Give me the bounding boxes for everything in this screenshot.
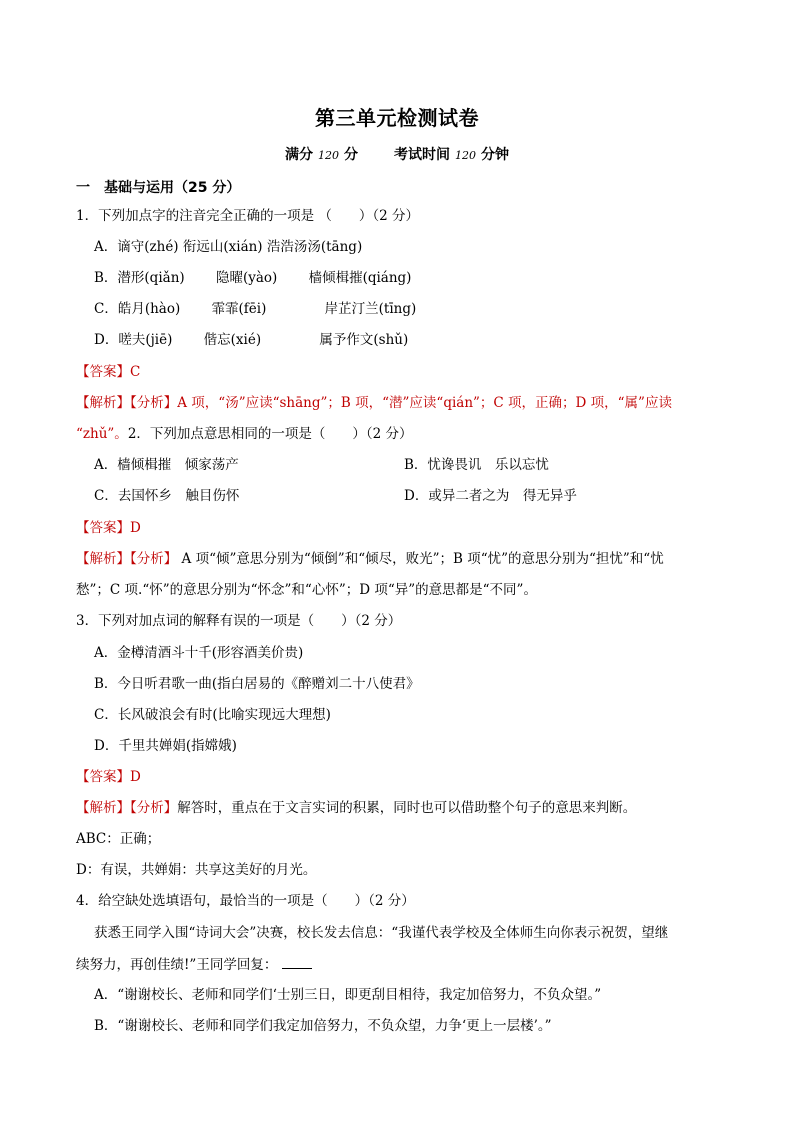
q3-option-b: B．今日听君歌一曲(指白居易的《醉赠刘二十八使君》 <box>94 676 420 692</box>
time-label: 考试时间 <box>394 147 450 163</box>
analysis-tag: 【解析】【分析】 <box>76 551 178 567</box>
q1-analysis <box>76 393 672 413</box>
page-title: 第三单元检测试卷 <box>315 106 479 130</box>
answer-value: D <box>130 769 141 785</box>
score-unit: 分 <box>344 147 358 163</box>
analysis-tag: 【解析】【分析】 <box>76 800 178 816</box>
answer-blank <box>282 954 312 969</box>
answer-tag: 【答案】 <box>76 364 130 380</box>
q4-stem: 4．给空缺处选填语句，最恰当的一项是（ ）（2 分） <box>76 893 415 909</box>
q2-option-b: B．忧谗畏讥 乐以忘忧 <box>404 457 549 473</box>
exam-subtitle <box>0 144 794 164</box>
analysis-text-cont: “zhǔ”。 <box>76 426 128 442</box>
score-value: 120 <box>318 149 339 162</box>
q2-analysis-cont: 愁”；C 项.“怀”的意思分别为“怀念”和“心怀”；D 项“异”的意思都是“不同”。 <box>76 582 537 598</box>
q4-context-text: 续努力，再创佳绩!”王同学回复： <box>76 957 278 973</box>
q4-option-a: A．“谢谢校长、老师和同学们‘士别三日，即更刮目相待，我定加倍努力，不负众望。” <box>94 987 602 1003</box>
q3-option-c: C．长风破浪会有时(比喻实现远大理想) <box>94 707 331 723</box>
q3-option-d: D．千里共婵娟(指嫦娥) <box>94 738 237 754</box>
analysis-text: A 项“倾”意思分别为“倾倒”和“倾尽，败光”；B 项“忧”的意思分别为“担忧”和“忧 <box>177 551 664 567</box>
q3-analysis-abc: ABC：正确； <box>76 831 161 847</box>
analysis-text: 解答时，重点在于文言实词的积累，同时也可以借助整个句子的意思来判断。 <box>177 800 637 816</box>
q1-option-c: C．皓月(hào) 霏霏(fēi) 岸芷汀兰(tīng) <box>94 301 417 317</box>
section-heading: 一 基础与运用（25 分） <box>76 180 241 196</box>
score-label: 满分 <box>285 147 313 163</box>
q1-option-b: B．潜形(qiǎn) 隐曜(yào) 樯倾楫摧(qiáng) <box>94 270 412 286</box>
q2-analysis <box>76 549 664 569</box>
q3-analysis-d: D：有误，共婵娟：共享这美好的月光。 <box>76 862 317 878</box>
time-unit: 分钟 <box>481 147 509 163</box>
answer-value: D <box>130 520 141 536</box>
q3-stem: 3．下列对加点词的解释有误的一项是（ ）（2 分） <box>76 613 402 629</box>
q2-answer <box>76 518 141 538</box>
q4-option-b: B．“谢谢校长、老师和同学们我定加倍努力，不负众望，力争‘更上一层楼’。” <box>94 1018 552 1034</box>
q3-answer <box>76 767 141 787</box>
q4-context: 获悉王同学入围“诗词大会”决赛，校长发去信息：“我谨代表学校及全体师生向你表示祝贺，望继 <box>94 925 669 941</box>
answer-tag: 【答案】 <box>76 769 130 785</box>
q1-answer <box>76 362 140 382</box>
q1-option-d: D．嗟夫(jiē) 偕忘(xié) 属予作文(shǔ) <box>94 332 409 348</box>
q3-analysis <box>76 798 636 818</box>
analysis-tag: 【解析】【分析】 <box>76 395 178 411</box>
q4-context-cont <box>76 954 312 975</box>
q2-option-c: C．去国怀乡 触目伤怀 <box>94 488 240 504</box>
q3-option-a: A．金樽清酒斗十千(形容酒美价贵) <box>94 645 304 661</box>
q2-option-d: D．或异二者之为 得无异乎 <box>404 488 577 504</box>
q1-option-a: A．谪守(zhé) 衔远山(xián) 浩浩汤汤(tāng) <box>94 239 363 255</box>
analysis-text: A 项，“汤”应读“shāng”；B 项，“潜”应读“qián”；C 项，正确；D 项，“属”应读 <box>177 395 672 411</box>
answer-tag: 【答案】 <box>76 520 130 536</box>
time-value: 120 <box>455 149 476 162</box>
q2-option-a: A．樯倾楫摧 倾家荡产 <box>94 457 239 473</box>
answer-value: C <box>130 364 141 380</box>
q1-analysis-cont-q2-stem <box>76 424 413 444</box>
q1-stem: 1．下列加点字的注音完全正确的一项是 （ ）（2 分） <box>76 208 420 224</box>
q2-stem: 2．下列加点意思相同的一项是（ ）（2 分） <box>127 426 413 442</box>
